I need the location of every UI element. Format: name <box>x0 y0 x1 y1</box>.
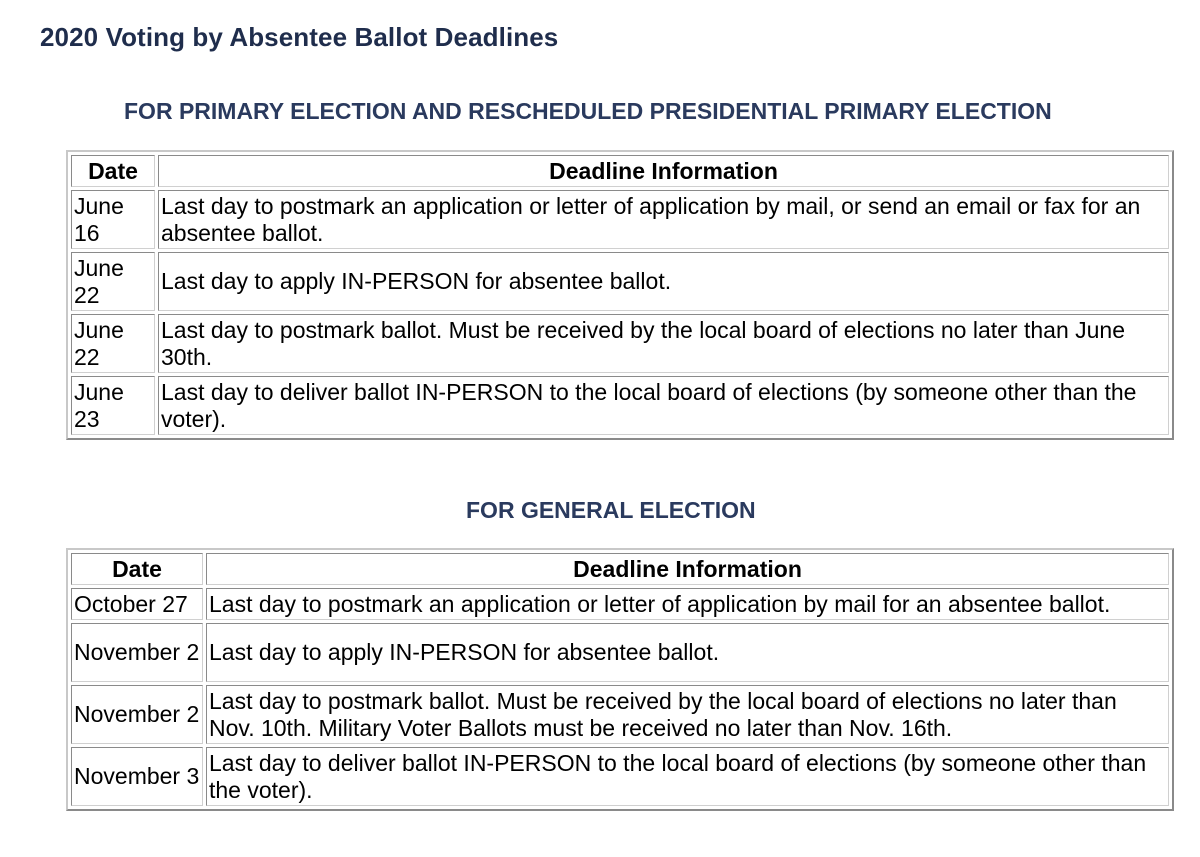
date-cell: June 22 <box>71 314 155 373</box>
table-row <box>71 623 1169 682</box>
table-row <box>71 376 1169 435</box>
table-row <box>71 190 1169 249</box>
date-cell: November 2 <box>71 623 203 682</box>
deadline-info-cell: Last day to postmark ballot. Must be received by the local board of elections no later than Nov. 10th. Military Voter Ballots must be received no later than Nov. 16th. <box>206 685 1169 744</box>
page-title: 2020 Voting by Absentee Ballot Deadlines <box>40 22 559 52</box>
date-cell: November 3 <box>71 747 203 806</box>
date-cell: June 16 <box>71 190 155 249</box>
date-cell: November 2 <box>71 685 203 744</box>
general-election-heading: FOR GENERAL ELECTION <box>466 497 756 523</box>
date-cell: June 23 <box>71 376 155 435</box>
deadline-info-cell: Last day to postmark an application or letter of application by mail for an absentee ballot. <box>206 588 1169 620</box>
primary-deadlines-table <box>66 150 1174 440</box>
date-column-header: Date <box>71 553 203 585</box>
primary-election-heading: FOR PRIMARY ELECTION AND RESCHEDULED PRESIDENTIAL PRIMARY ELECTION <box>124 98 1052 124</box>
deadline-info-cell: Last day to apply IN-PERSON for absentee ballot. <box>158 252 1169 311</box>
date-cell: June 22 <box>71 252 155 311</box>
date-column-header: Date <box>71 155 155 187</box>
general-deadlines-table <box>66 548 1174 811</box>
table-header-row <box>71 553 1169 585</box>
deadline-info-cell: Last day to deliver ballot IN-PERSON to the local board of elections (by someone other than the voter). <box>158 376 1169 435</box>
deadline-info-column-header: Deadline Information <box>158 155 1169 187</box>
table-row <box>71 747 1169 806</box>
table-row <box>71 252 1169 311</box>
deadline-info-cell: Last day to postmark ballot. Must be received by the local board of elections no later than June 30th. <box>158 314 1169 373</box>
deadline-info-cell: Last day to deliver ballot IN-PERSON to the local board of elections (by someone other than the voter). <box>206 747 1169 806</box>
deadline-info-column-header: Deadline Information <box>206 553 1169 585</box>
table-row <box>71 314 1169 373</box>
table-row <box>71 588 1169 620</box>
deadline-info-cell: Last day to postmark an application or letter of application by mail, or send an email or fax for an absentee ballot. <box>158 190 1169 249</box>
table-header-row <box>71 155 1169 187</box>
date-cell: October 27 <box>71 588 203 620</box>
deadline-info-cell: Last day to apply IN-PERSON for absentee ballot. <box>206 623 1169 682</box>
table-row <box>71 685 1169 744</box>
